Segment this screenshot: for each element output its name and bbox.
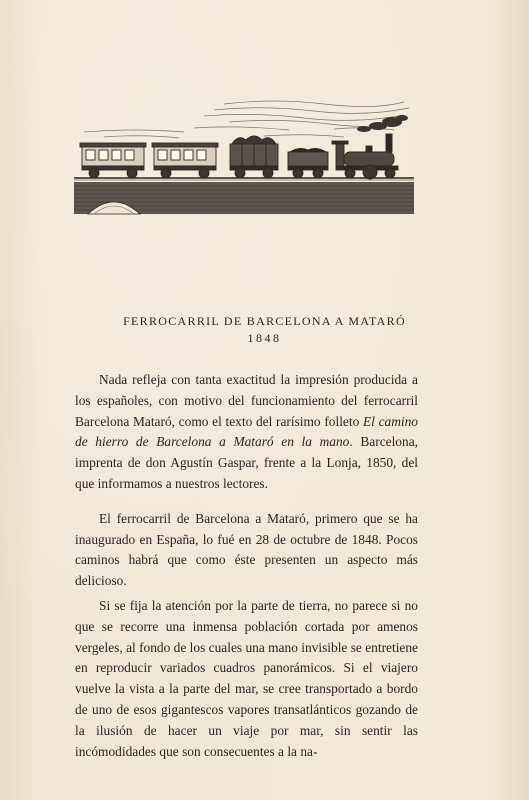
body-text bbox=[75, 370, 418, 776]
chapter-year: 1848 bbox=[247, 331, 282, 345]
paragraph-1-text-a: Nada refleja con tanta exactitud la impresión producida a los españoles, con motivo del funcionamiento del ferrocarril Barcelona Mataró, como el texto del rarísimo folleto bbox=[75, 372, 418, 429]
paragraph-1-text-b: . Barcelona, imprenta de don Agustín Gaspar, frente a la Lonja, 1850, del que informamos a nuestros lectores. bbox=[75, 434, 418, 491]
paragraph-2: El ferrocarril de Barcelona a Mataró, primero que se ha inaugurado en España, lo fué en 28 de octubre de 1848. Pocos caminos habrá que como éste presenten un aspecto más delicioso. bbox=[75, 510, 418, 589]
pamphlet-title: El camino de hierro de Barcelona a Mataró en la mano bbox=[75, 413, 418, 450]
paragraph-3: Si se fija la atención por la parte de tierra, no parece si no que se recorre una inmensa población cortada por amenos vergeles, al fondo de los cuales una mano invisible se entretiene en reproducir variados cuadros panorámicos. Si el viajero vuelve la vista a la parte del mar, se cree transportado a bordo de uno de esos gigantescos vapores transatlánticos gozando de la ilusión de hacer un viaje por mar, sin sentir las incómodidades que son consecuentes a la na- bbox=[75, 597, 418, 759]
train-engraving bbox=[74, 96, 414, 216]
chapter-title: FERROCARRIL DE BARCELONA A MATARÓ bbox=[123, 314, 406, 328]
paragraph-1 bbox=[75, 370, 418, 495]
